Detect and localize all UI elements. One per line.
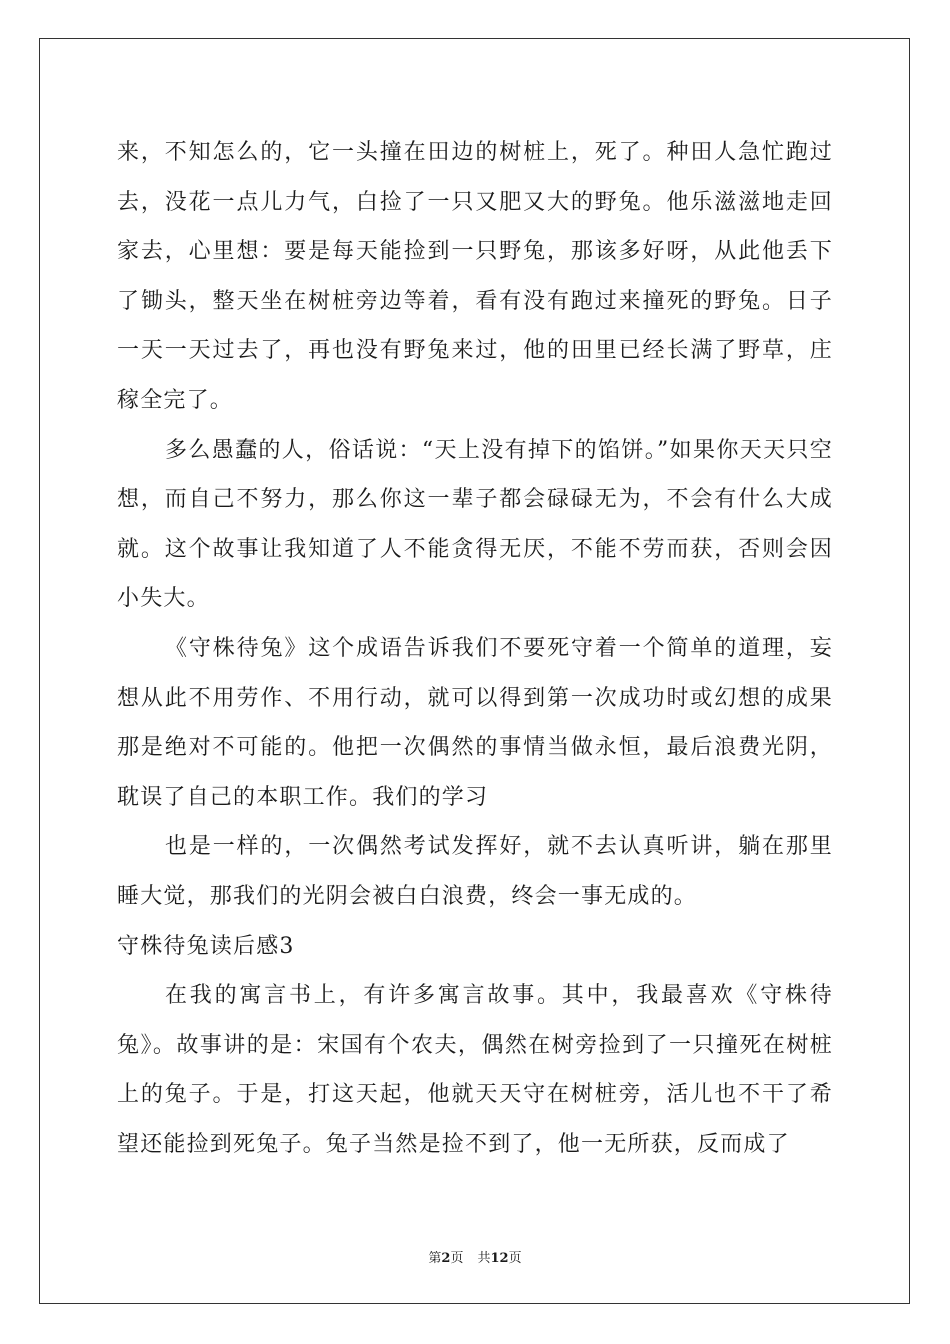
total-prefix: 共 — [477, 1251, 491, 1266]
section-heading: 守株待兔读后感3 — [117, 933, 295, 959]
document-body — [117, 128, 833, 1169]
paragraph-5: 在我的寓言书上，有许多寓言故事。其中，我最喜欢《守株待兔》。故事讲的是：宋国有个农夫，偶然在树旁捡到了一只撞死在树桩上的兔子。于是，打这天起，他就天天守在树桩旁，活儿也不干了希望还能捡到死兔子。兔子当然是捡不到了，他一无所获，反而成了 — [117, 983, 833, 1157]
paragraph-1: 来，不知怎么的，它一头撞在田边的树桩上，死了。种田人急忙跑过去，没花一点儿力气，白捡了一只又肥又大的野兔。他乐滋滋地走回家去，心里想：要是每天能捡到一只野兔，那该多好呀，从此他丢下了锄头，整天坐在树桩旁边等着，看有没有跑过来撞死的野兔。日子一天一天过去了，再也没有野兔来过，他的田里已经长满了野草，庄稼全完了。 — [117, 140, 833, 413]
total-pages: 12 — [490, 1251, 509, 1266]
page-prefix: 第 — [428, 1251, 442, 1266]
paragraph-3: 《守株待兔》这个成语告诉我们不要死守着一个简单的道理，妄想从此不用劳作、不用行动，就可以得到第一次成功时或幻想的成果那是绝对不可能的。他把一次偶然的事情当做永恒，最后浪费光阴，耽误了自己的本职工作。我们的学习 — [117, 635, 833, 810]
total-suffix: 页 — [508, 1251, 522, 1266]
page-footer — [0, 1247, 950, 1266]
paragraph-4: 也是一样的，一次偶然考试发挥好，就不去认真听讲，躺在那里睡大觉，那我们的光阴会被白白浪费，终会一事无成的。 — [117, 834, 833, 909]
paragraph-2: 多么愚蠢的人，俗话说：“天上没有掉下的馅饼。”如果你天天只空想，而自己不努力，那么你这一辈子都会碌碌无为，不会有什么大成就。这个故事让我知道了人不能贪得无厌，不能不劳而获，否则会因小失大。 — [117, 437, 833, 612]
page-suffix: 页 — [450, 1251, 464, 1266]
page-number: 2 — [441, 1251, 451, 1266]
